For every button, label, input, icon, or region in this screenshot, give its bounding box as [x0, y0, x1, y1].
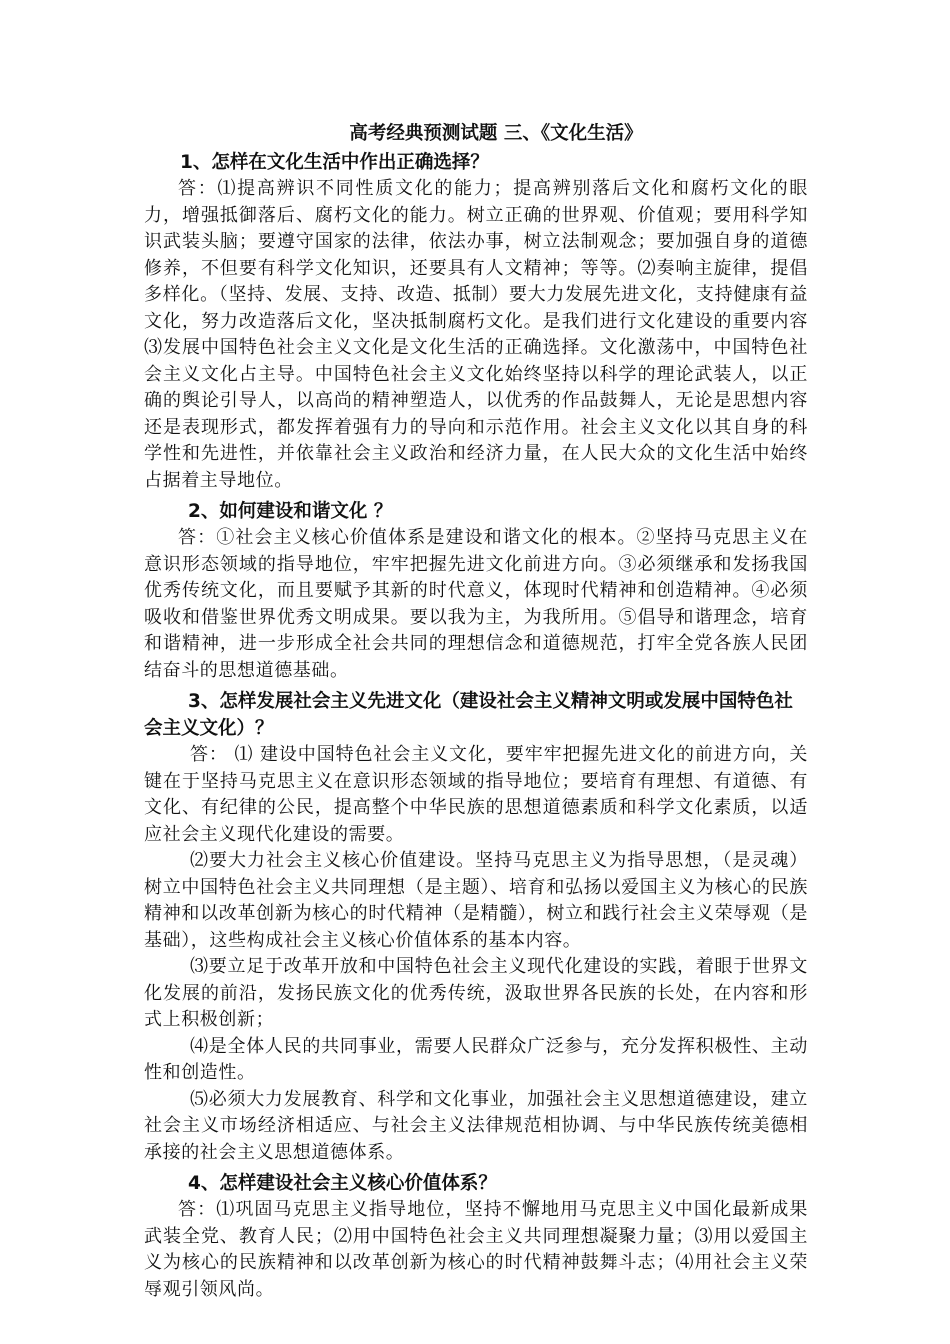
question-2-answer: 答：①社会主义核心价值体系是建设和谐文化的根本。②坚持马克思主义在意识形态领域的指导地位，牢牢把握先进文化前进方向。③必须继承和发扬我国优秀传统文化，而且要赋予其新的时代意义，体现时代精神和创造精神。④必须吸收和借鉴世界优秀文明成果。要以我为主，为我所用。⑤倡导和谐理念，培育和谐精神，进一步形成全社会共同的理想信念和道德规范，打牢全党各族人民团结奋斗的思想道德基础。	[144, 527, 808, 681]
question-1-heading: 1、怎样在文化生活中作出正确选择？	[180, 152, 489, 173]
question-4-heading: 4、怎样建设社会主义核心价值体系？	[188, 1173, 497, 1194]
question-1-answer: 答：⑴提高辨识不同性质文化的能力；提高辨别落后文化和腐朽文化的眼力，增强抵御落后、腐朽文化的能力。树立正确的世界观、价值观；要用科学知识武装头脑；要遵守国家的法律，依法办事，树立法制观念；要加强自身的道德修养，不但要有科学文化知识，还要具有人文精神；等等。⑵奏响主旋律，提倡多样化。（坚持、发展、支持、改造、抵制）要大力发展先进文化，支持健康有益文化，努力改造落后文化，坚决抵制腐朽文化。是我们进行文化建设的重要内容⑶发展中国特色社会主义文化是文化生活的正确选择。文化激荡中，中国特色社会主义文化占主导。中国特色社会主义文化始终坚持以科学的理论武装人，以正确的舆论引导人，以高尚的精神塑造人，以优秀的作品鼓舞人，无论是思想内容还是表现形式，都发挥着强有力的导向和示范作用。社会主义文化以其自身的科学性和先进性，并依靠社会主义政治和经济力量，在人民大众的文化生活中始终占据着主导地位。	[144, 178, 808, 491]
question-3-heading: 3、怎样发展社会主义先进文化（建设社会主义精神文明或发展中国特色社会主义文化）？	[144, 691, 793, 739]
question-4-answer: 答：⑴巩固马克思主义指导地位，坚持不懈地用马克思主义中国化最新成果武装全党、教育人民；⑵用中国特色社会主义共同理想凝聚力量；⑶用以爱国主义为核心的民族精神和以改革创新为核心的时代精神鼓舞斗志；⑷用社会主义荣辱观引领风尚。	[144, 1199, 808, 1300]
question-2-heading: 2、如何建设和谐文化 ？	[188, 501, 393, 522]
question-3-answer-4: ⑷是全体人民的共同事业，需要人民群众广泛参与，充分发挥积极性、主动性和创造性。	[144, 1035, 808, 1083]
document-page	[144, 120, 808, 1303]
document-title: 高考经典预测试题 三、《文化生活》	[349, 123, 643, 144]
question-3-answer-3: ⑶要立足于改革开放和中国特色社会主义现代化建设的实践，着眼于世界文化发展的前沿，发扬民族文化的优秀传统，汲取世界各民族的长处，在内容和形式上积极创新；	[144, 956, 808, 1030]
question-3-answer-2: ⑵要大力社会主义核心价值建设。坚持马克思主义为指导思想，（是灵魂）树立中国特色社会主义共同理想（是主题）、培育和弘扬以爱国主义为核心的民族精神和以改革创新为核心的时代精神（是精髓），树立和践行社会主义荣辱观（是基础），这些构成社会主义核心价值体系的基本内容。	[144, 850, 808, 951]
question-3-answer-1: 答： ⑴ 建设中国特色社会主义文化，要牢牢把握先进文化的前进方向，关键在于坚持马克思主义在意识形态领域的指导地位；要培育有理想、有道德、有文化、有纪律的公民，提高整个中华民族的思想道德素质和科学文化素质，以适应社会主义现代化建设的需要。	[144, 744, 808, 845]
question-3-answer-5: ⑸必须大力发展教育、科学和文化事业，加强社会主义思想道德建设，建立社会主义市场经济相适应、与社会主义法律规范相协调、与中华民族传统美德相承接的社会主义思想道德体系。	[144, 1088, 808, 1163]
